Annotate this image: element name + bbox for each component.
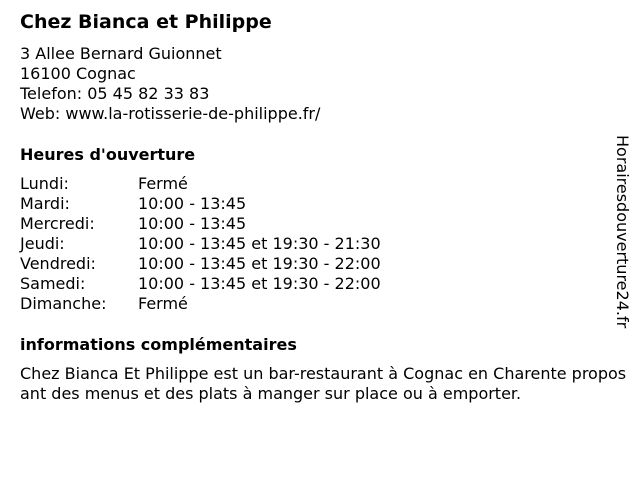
hours-day: Mardi: (20, 194, 70, 213)
hours-row (20, 294, 440, 314)
hours-time: 10:00 - 13:45 et 19:30 - 22:00 (138, 274, 381, 293)
info-heading: informations complémentaires (20, 335, 297, 354)
website-link[interactable]: Web: www.la-rotisserie-de-philippe.fr/ (20, 104, 321, 123)
hours-time: 10:00 - 13:45 et 19:30 - 21:30 (138, 234, 381, 253)
address-block (20, 44, 320, 124)
hours-time: Fermé (138, 174, 188, 193)
hours-row (20, 194, 440, 214)
city-address: 16100 Cognac (20, 64, 136, 83)
hours-time: 10:00 - 13:45 (138, 214, 247, 233)
business-name: Chez Bianca et Philippe (20, 11, 272, 33)
street-address: 3 Allee Bernard Guionnet (20, 44, 222, 63)
hours-row (20, 274, 440, 294)
hours-time: 10:00 - 13:45 et 19:30 - 22:00 (138, 254, 381, 273)
hours-time: 10:00 - 13:45 (138, 194, 247, 213)
hours-row (20, 214, 440, 234)
hours-row (20, 254, 440, 274)
hours-day: Samedi: (20, 274, 86, 293)
watermark (612, 135, 632, 347)
hours-time: Fermé (138, 294, 188, 313)
hours-day: Dimanche: (20, 294, 107, 313)
phone-number[interactable]: Telefon: 05 45 82 33 83 (20, 84, 210, 103)
hours-table (20, 174, 440, 314)
info-description: Chez Bianca Et Philippe est un bar-restaurant à Cognac en Charente proposant des menus et des plats à manger sur place ou à emporter. (20, 364, 627, 403)
watermark-text: Horairesdouverture24.fr (613, 135, 632, 329)
hours-heading: Heures d'ouverture (20, 145, 196, 164)
hours-row (20, 234, 440, 254)
hours-row (20, 174, 440, 194)
hours-day: Vendredi: (20, 254, 96, 273)
hours-day: Lundi: (20, 174, 69, 193)
hours-day: Mercredi: (20, 214, 95, 233)
hours-day: Jeudi: (20, 234, 65, 253)
